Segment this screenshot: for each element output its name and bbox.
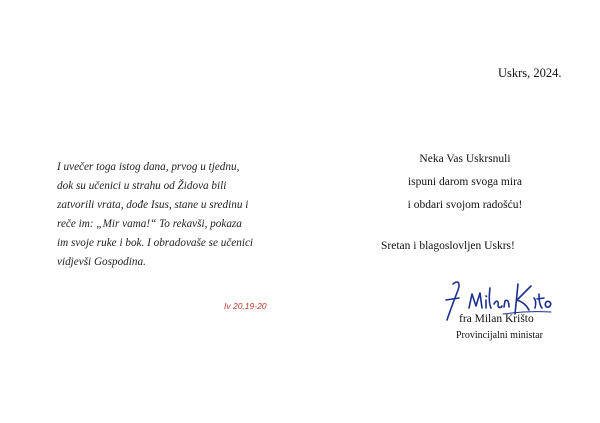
card-date: Uskrs, 2024. xyxy=(498,66,562,80)
signer-title: Provincijalni ministar xyxy=(456,330,543,341)
quote-line: I uvečer toga istog dana, prvog u tjednu, xyxy=(57,161,240,173)
quote-line: im svoje ruke i bok. I obradovaše se učenici xyxy=(57,237,254,249)
wish-line: ispuni darom svoga mira xyxy=(407,176,523,188)
quote-line: reče im: „Mir vama!“ To rekavši, pokaza xyxy=(57,218,242,230)
wish-line: i obdari svojom radošću! xyxy=(407,199,523,211)
easter-wish xyxy=(380,148,550,217)
wish-line: Neka Vas Uskrsnuli xyxy=(419,153,511,165)
scripture-reference: Iv 20,19-20 xyxy=(224,301,267,311)
quote-line: zatvorili vrata, dođe Isus, stane u sredinu i xyxy=(57,199,249,211)
quote-line: dok su učenici u strahu od Židova bili xyxy=(57,180,227,192)
easter-greeting: Sretan i blagoslovljen Uskrs! xyxy=(381,240,515,252)
signer-name: fra Milan Krišto xyxy=(459,313,534,325)
scripture-quote xyxy=(57,158,297,272)
quote-line: vidjevši Gospodina. xyxy=(57,256,146,268)
